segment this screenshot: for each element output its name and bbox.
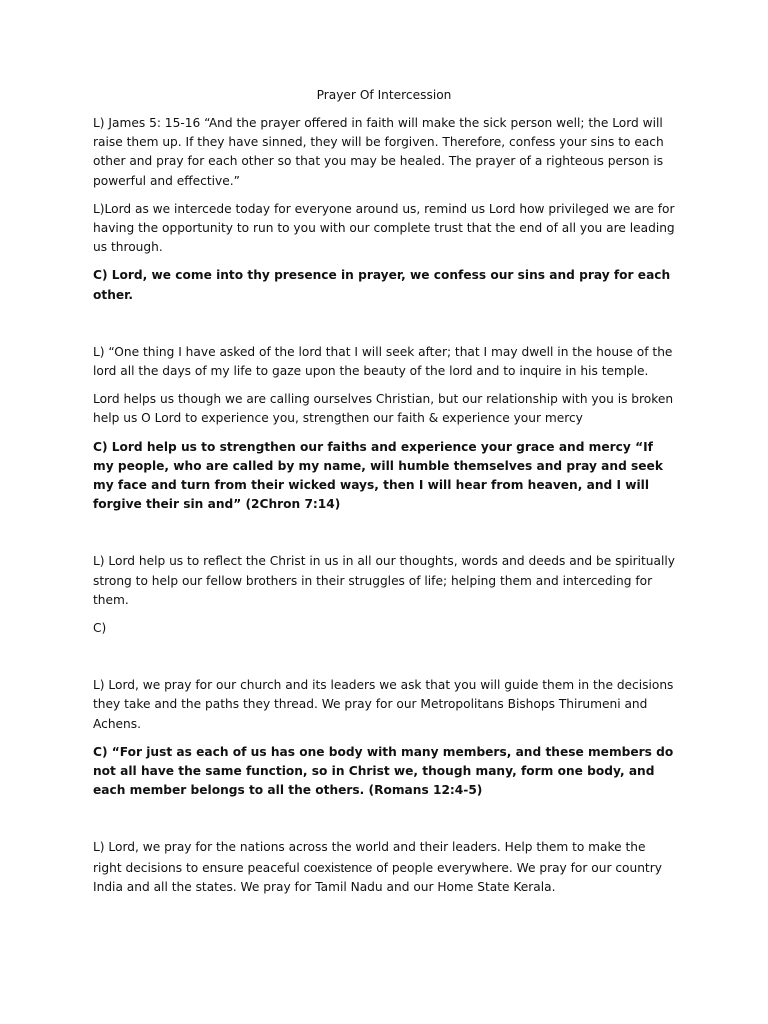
nations-text-coexistence: coexistence bbox=[303, 859, 373, 875]
congregation-response-strengthen: C) Lord help us to strengthen our faiths and experience your grace and mercy “If my people, who are called by my name, will humble themselves and pray and seek my face and turn from their wicked ways, then I will hear from heaven, and I will forgive their sin and” (2Chron 7:14) bbox=[93, 439, 663, 512]
leader-paragraph-relationship: Lord helps us though we are calling ourselves Christian, but our relationship with you is broken help us O Lord to experience you, strengthen our faith & experience your mercy bbox=[93, 392, 674, 426]
document-title: Prayer Of Intercession bbox=[316, 88, 452, 102]
leader-paragraph-one-thing: L) “One thing I have asked of the lord that I will seek after; that I may dwell in the house of the lord all the days of my life to gaze upon the beauty of the lord and to inquire in his temple. bbox=[93, 344, 673, 379]
leader-paragraph-church: L) Lord, we pray for our church and its leaders we ask that you will guide them in the decisions they take and the paths they thread. We pray for our Metropolitans Bishops Thirumeni and Achens. bbox=[93, 678, 674, 731]
nations-text-start: L) Lord, we pray for the nations across the world and their leaders. Help them to make the right decisions to ensure peaceful bbox=[93, 840, 646, 875]
document-page bbox=[93, 86, 675, 897]
leader-paragraph-intercede: L)Lord as we intercede today for everyone around us, remind us Lord how privileged we are for having the opportunity to run to you with our complete trust that the end of all you are leading us through. bbox=[93, 201, 675, 255]
congregation-response-empty: C) bbox=[93, 621, 107, 636]
nations-text-end: of people everywhere. We pray for our country India and all the states. We pray for Tamil Nadu and our Home State Kerala. bbox=[93, 860, 662, 894]
leader-paragraph-nations bbox=[93, 838, 675, 897]
congregation-response-confess: C) Lord, we come into thy presence in prayer, we confess our sins and pray for each other. bbox=[93, 268, 671, 302]
congregation-response-romans: C) “For just as each of us has one body with many members, and these members do not all have the same function, so in Christ we, though many, form one body, and each member belongs to all the others. (Romans 12:4-5) bbox=[93, 744, 674, 798]
leader-paragraph-reflect: L) Lord help us to reflect the Christ in us in all our thoughts, words and deeds and be spiritually strong to help our fellow brothers in their struggles of life; helping them and interceding for them. bbox=[93, 554, 675, 607]
leader-paragraph-james: L) James 5: 15-16 “And the prayer offered in faith will make the sick person well; the Lord will raise them up. If they have sinned, they will be forgiven. Therefore, confess your sins to each other and pray for each other so that you may be healed. The prayer of a righteous person is powerful and effective.” bbox=[93, 116, 664, 188]
